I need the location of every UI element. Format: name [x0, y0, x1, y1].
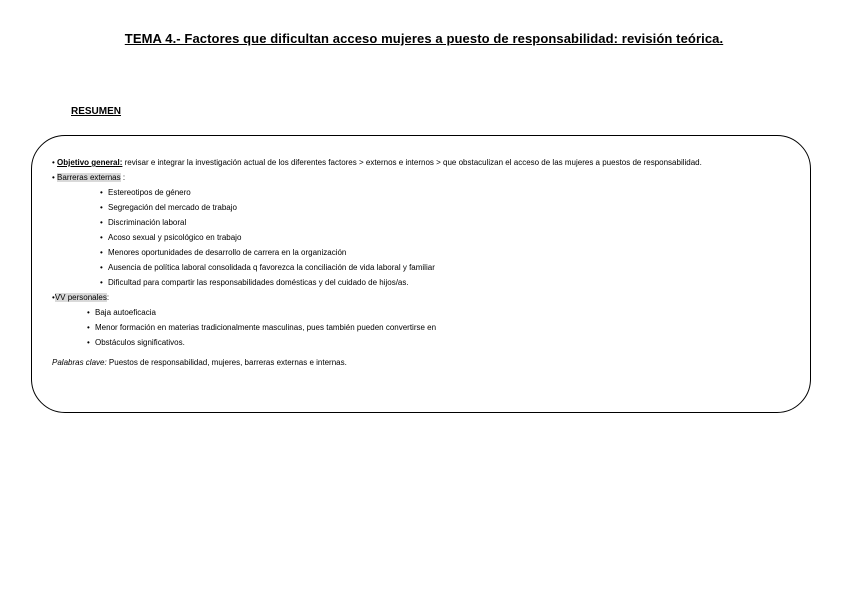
list-item: • Obstáculos significativos.: [52, 335, 792, 350]
barreras-suffix: :: [120, 173, 126, 182]
bullet-icon: •: [100, 188, 103, 197]
list-item: • Dificultad para compartir las responsabilidades domésticas y del cuidado de hijos/as.: [52, 275, 792, 290]
list-item: • Segregación del mercado de trabajo: [52, 200, 792, 215]
bullet-icon: •: [87, 323, 90, 332]
vv-list: [52, 305, 792, 350]
barreras-list: [52, 185, 792, 290]
bullet-icon: •: [100, 233, 103, 242]
barreras-heading: [52, 170, 792, 185]
page-title: TEMA 4.- Factores que dificultan acceso mujeres a puesto de responsabilidad: revisión teórica.: [124, 31, 724, 46]
palabras-clave-text: Puestos de responsabilidad, mujeres, barreras externas e internas.: [106, 358, 347, 367]
vv-suffix: :: [106, 293, 110, 302]
bullet-icon: •: [52, 293, 55, 302]
bullet-icon: •: [100, 203, 103, 212]
objetivo-label: Objetivo general:: [57, 158, 123, 167]
bullet-icon: •: [100, 248, 103, 257]
bullet-icon: •: [52, 173, 55, 182]
summary-content: [52, 155, 792, 370]
list-item: • Estereotipos de género: [52, 185, 792, 200]
barreras-label: Barreras externas: [57, 173, 121, 182]
bullet-icon: •: [52, 158, 55, 167]
list-item: • Menor formación en materias tradicionalmente masculinas, pues también pueden convertirse en: [52, 320, 792, 335]
bullet-icon: •: [87, 338, 90, 347]
resumen-heading: RESUMEN: [71, 106, 122, 117]
list-item: • Baja autoeficacia: [52, 305, 792, 320]
list-item: • Acoso sexual y psicológico en trabajo: [52, 230, 792, 245]
bullet-icon: •: [100, 218, 103, 227]
vv-heading: [52, 290, 792, 305]
bullet-icon: •: [100, 278, 103, 287]
list-item: • Ausencia de política laboral consolidada q favorezca la conciliación de vida laboral y familiar: [52, 260, 792, 275]
palabras-clave-label: Palabras clave:: [52, 358, 107, 367]
list-item: • Discriminación laboral: [52, 215, 792, 230]
palabras-clave: [52, 355, 792, 370]
bullet-icon: •: [87, 308, 90, 317]
objetivo-text: revisar e integrar la investigación actual de los diferentes factores > externos e internos > que obstaculizan el acceso de las mujeres a puestos de responsabilidad.: [122, 158, 702, 167]
vv-label: VV personales: [54, 293, 107, 302]
bullet-icon: •: [100, 263, 103, 272]
list-item: • Menores oportunidades de desarrollo de carrera en la organización: [52, 245, 792, 260]
objetivo-paragraph: [52, 155, 792, 170]
